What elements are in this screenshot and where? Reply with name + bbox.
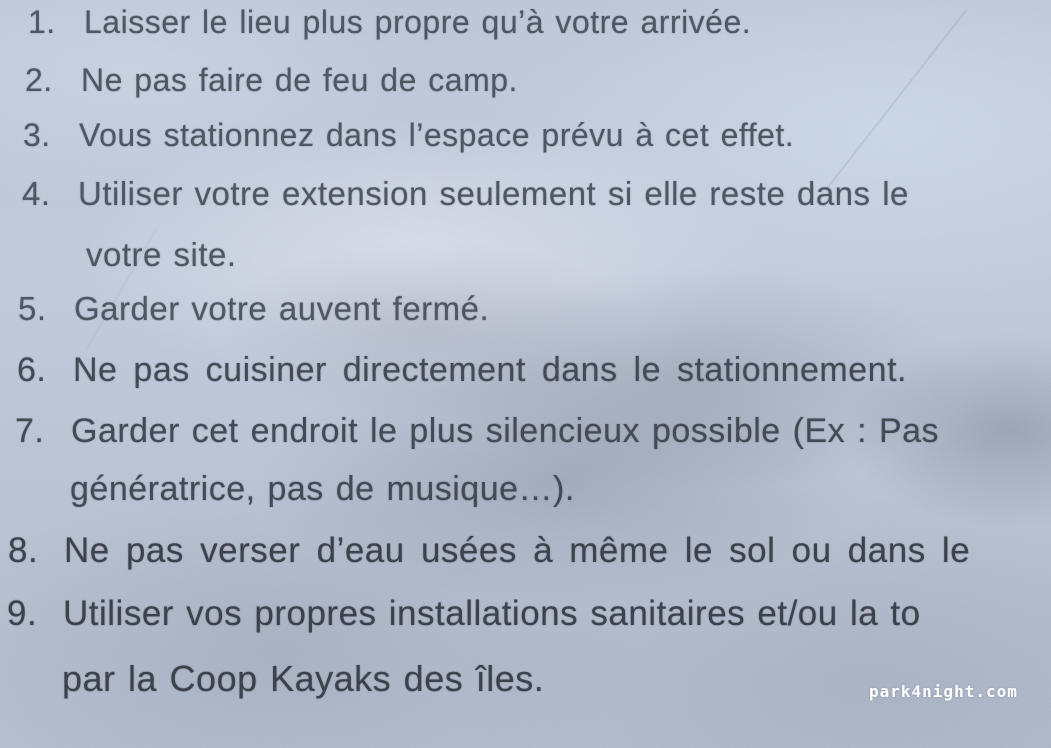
rule-item-9: [7, 596, 921, 631]
rule-item-7-continuation: [70, 472, 575, 506]
rule-item-4: [22, 177, 909, 210]
rule-number: 8.: [8, 531, 39, 570]
rule-item-7: [15, 414, 939, 448]
rule-text: votre site.: [86, 236, 237, 273]
rule-item-6: [17, 353, 907, 387]
rule-text: Garder votre auvent fermé.: [74, 290, 490, 327]
rule-text: Ne pas verser d’eau usées à même le sol ou dans le: [64, 531, 971, 570]
rule-item-8: [8, 533, 970, 568]
rule-item-1: [28, 6, 751, 38]
rule-number: 1.: [28, 4, 56, 40]
rule-number: 9.: [7, 594, 38, 633]
rule-item-5: [18, 292, 489, 325]
rule-number: 5.: [18, 290, 47, 327]
rule-text: Ne pas faire de feu de camp.: [81, 62, 518, 98]
rule-text: Utiliser votre extension seulement si elle reste dans le: [78, 175, 909, 212]
rule-text: par la Coop Kayaks des îles.: [62, 658, 545, 699]
rule-text: Vous stationnez dans l’espace prévu à cet effet.: [79, 117, 795, 153]
rule-text: génératrice, pas de musique…).: [70, 470, 575, 508]
rule-number: 4.: [22, 175, 51, 212]
rule-item-3: [23, 119, 794, 151]
rule-item-2: [25, 64, 518, 96]
rule-text: Ne pas cuisiner directement dans le stationnement.: [73, 351, 907, 389]
rule-item-9-continuation: [62, 658, 545, 699]
rule-text: Laisser le lieu plus propre qu’à votre arrivée.: [84, 4, 752, 40]
rule-number: 7.: [15, 412, 45, 450]
crease-line: [824, 9, 967, 191]
rule-number: 3.: [23, 117, 51, 153]
rule-number: 2.: [25, 62, 53, 98]
rule-item-4-continuation: [86, 238, 237, 271]
rule-number: 6.: [17, 351, 47, 389]
rule-text: Utiliser vos propres installations sanitaires et/ou la to: [63, 594, 921, 633]
rule-text: Garder cet endroit le plus silencieux possible (Ex : Pas: [71, 412, 940, 450]
park4night-watermark: park4night.com: [869, 682, 1018, 701]
